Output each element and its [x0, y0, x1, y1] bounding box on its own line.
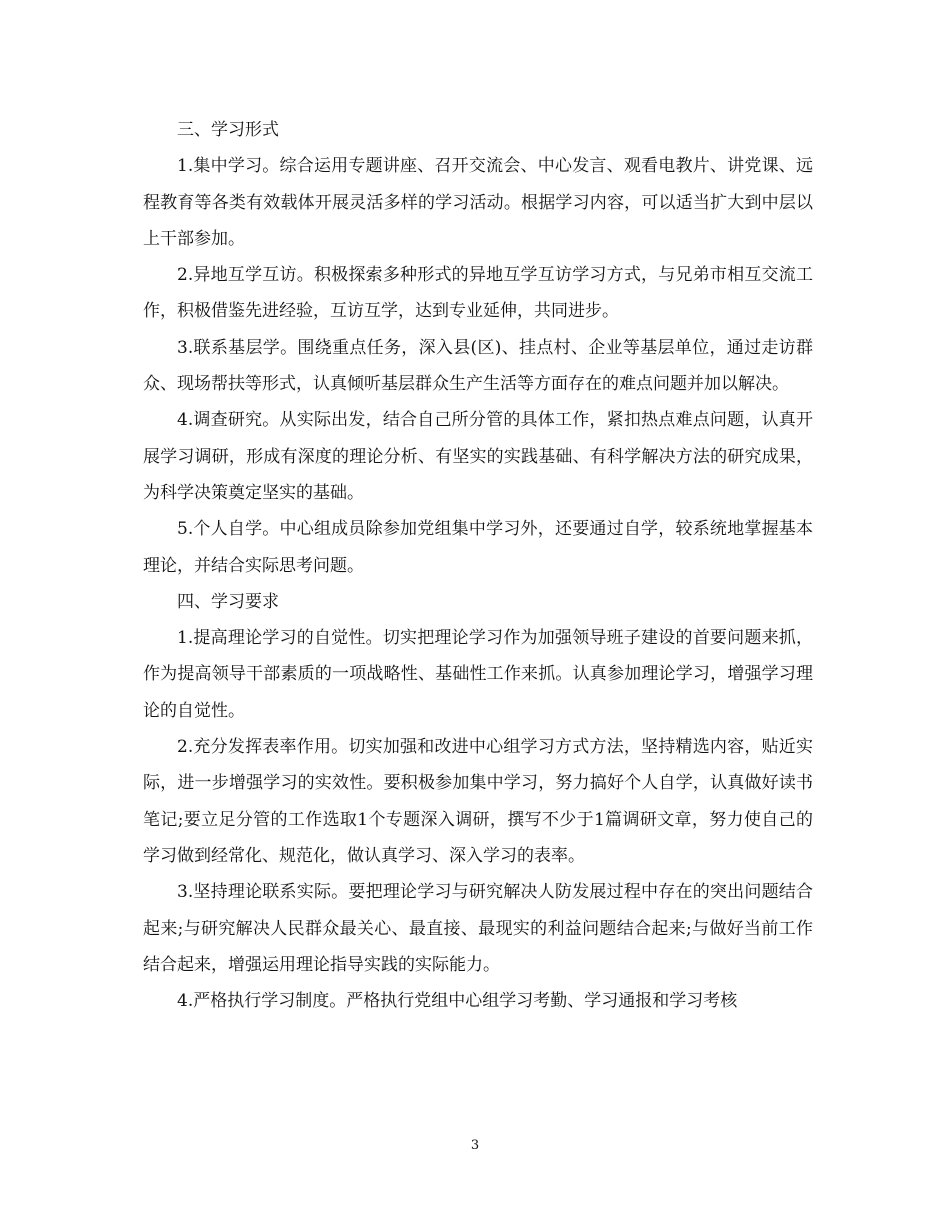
paragraph-theory-practice: 3.坚持理论联系实际。要把理论学习与研究解决人防发展过程中存在的突出问题结合起来;与研究解决人民群众最关心、最直接、最现实的利益问题结合起来;与做好当前工作结合起来，增强运用理论指导实践的实际能力。 [143, 882, 813, 975]
paragraph-exchange-visits: 2.异地互学互访。积极探索多种形式的异地互学互访学习方式，与兄弟市相互交流工作，积极借鉴先进经验，互访互学，达到专业延伸，共同进步。 [143, 265, 813, 322]
paragraph-grassroots-learning: 3.联系基层学。围绕重点任务，深入县(区)、挂点村、企业等基层单位，通过走访群众、现场帮扶等形式，认真倾听基层群众生产生活等方面存在的难点问题并加以解决。 [143, 337, 813, 395]
paragraph-theory-consciousness: 1.提高理论学习的自觉性。切实把理论学习作为加强领导班子建设的首要问题来抓，作为提高领导干部素质的一项战略性、基础性工作来抓。认真参加理论学习，增强学习理论的自觉性。 [143, 628, 813, 721]
paragraph-centralized-learning: 1.集中学习。综合运用专题讲座、召开交流会、中心发言、观看电教片、讲党课、远程教育等各类有效载体开展灵活多样的学习活动。根据学习内容，可以适当扩大到中层以上干部参加。 [143, 156, 813, 249]
document-body [143, 112, 813, 1019]
section-heading-learning-requirements: 四、学习要求 [177, 591, 279, 612]
paragraph-investigation-research: 4.调查研究。从实际出发，结合自己所分管的具体工作，紧扣热点难点问题，认真开展学习调研，形成有深度的理论分析、有坚实的实践基础、有科学解决方法的研究成果，为科学决策奠定坚实的基础。 [143, 410, 813, 503]
section-heading-learning-forms: 三、学习形式 [177, 120, 279, 140]
paragraph-exemplary-role: 2.充分发挥表率作用。切实加强和改进中心组学习方式方法，坚持精选内容，贴近实际，进一步增强学习的实效性。要积极参加集中学习，努力搞好个人自学，认真做好读书笔记;要立足分管的工作选取1个专题深入调研，撰写不少于1篇调研文章，努力使自己的学习做到经常化、规范化，做认真学习、深入学习的表率。 [143, 737, 813, 866]
paragraph-self-study: 5.个人自学。中心组成员除参加党组集中学习外，还要通过自学，较系统地掌握基本理论，并结合实际思考问题。 [143, 519, 813, 576]
page-number: 3 [470, 1138, 480, 1153]
paragraph-learning-system: 4.严格执行学习制度。严格执行党组中心组学习考勤、学习通报和学习考核 [177, 991, 738, 1012]
